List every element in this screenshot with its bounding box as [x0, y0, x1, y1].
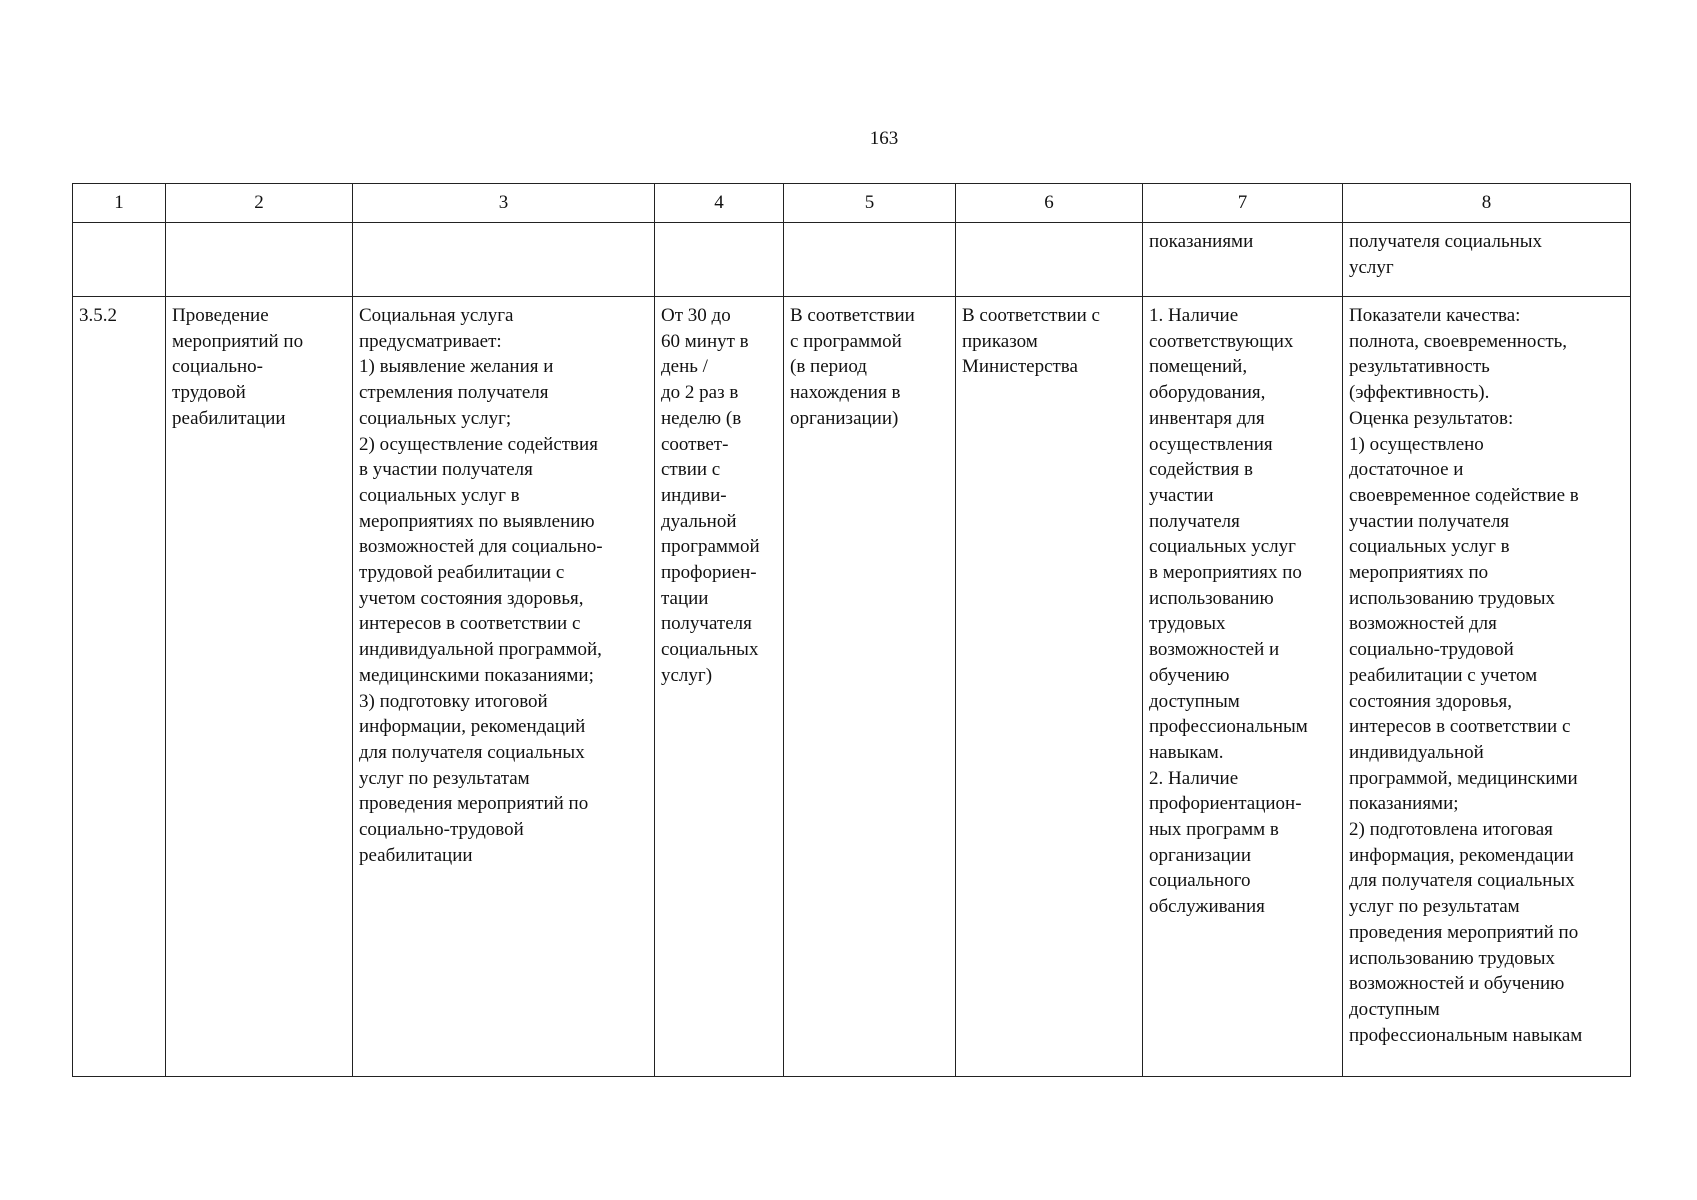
cell-text-line: неделю (в: [661, 407, 742, 429]
cell-text-line: предусматривает:: [359, 330, 502, 352]
continuation-cell-4: [655, 223, 784, 297]
cell-text-line: использованию: [1149, 587, 1274, 609]
service-name-cell: [166, 297, 353, 1077]
cell-text-line: своевременное содействие в: [1349, 484, 1579, 506]
cell-text-line: реабилитации с учетом: [1349, 664, 1538, 686]
cell-text-line: использованию трудовых: [1349, 947, 1555, 969]
cell-text-line: организации): [790, 407, 899, 429]
service-quality-cell: [1343, 297, 1631, 1077]
services-table: [72, 183, 1631, 1077]
cell-text-line: достаточное и: [1349, 459, 1464, 481]
service-description-cell: [353, 297, 655, 1077]
cell-text-line: социально-: [172, 356, 264, 378]
cell-text-line: профессиональным: [1149, 716, 1308, 738]
cell-text-line: мероприятиях по выявлению: [359, 510, 595, 532]
cell-text-line: получателя социальных: [1349, 231, 1543, 252]
service-conditions-cell: [1143, 297, 1343, 1077]
cell-text-line: Социальная услуга: [359, 305, 514, 326]
cell-text-line: социальных услуг: [1149, 536, 1296, 558]
cell-text-line: участии получателя: [1349, 510, 1510, 532]
cell-text-line: 2. Наличие: [1149, 767, 1239, 789]
column-number-2: 2: [166, 184, 353, 223]
cell-text-line: Оценка результатов:: [1349, 407, 1514, 429]
cell-text-line: получателя: [661, 613, 752, 635]
column-number-3: 3: [353, 184, 655, 223]
cell-text-line: реабилитации: [172, 407, 286, 429]
cell-text-line: возможностей и: [1149, 639, 1280, 661]
cell-text-line: проведения мероприятий по: [359, 793, 589, 815]
cell-text-line: для получателя социальных: [1349, 870, 1575, 892]
cell-text-line: обучению: [1149, 664, 1230, 686]
cell-text-line: в мероприятиях по: [1149, 562, 1302, 584]
cell-text-line: индивидуальной: [1349, 741, 1484, 763]
column-number-7: 7: [1143, 184, 1343, 223]
cell-text-line: услуг: [1349, 256, 1394, 278]
cell-text-line: реабилитации: [359, 844, 473, 866]
cell-text-line: программой: [661, 536, 760, 558]
cell-text-line: показаниями;: [1349, 793, 1459, 815]
cell-text-line: трудовых: [1149, 613, 1226, 635]
continuation-cell-8: [1343, 223, 1631, 297]
cell-text-line: Проведение: [172, 305, 269, 326]
cell-text-line: индиви-: [661, 484, 727, 506]
column-number-5: 5: [784, 184, 956, 223]
cell-text-line: От 30 до: [661, 305, 731, 326]
cell-text-line: В соответствии с: [962, 305, 1100, 326]
cell-text-line: трудовой реабилитации с: [359, 562, 565, 584]
cell-text-line: осуществления: [1149, 433, 1273, 455]
cell-text-line: 1. Наличие: [1149, 305, 1239, 326]
column-number-row: [73, 184, 1631, 223]
cell-text-line: социальных услуг в: [1349, 536, 1510, 558]
cell-text-line: медицинскими показаниями;: [359, 664, 594, 686]
continuation-row: [73, 223, 1631, 297]
cell-text-line: Министерства: [962, 356, 1078, 378]
cell-text-line: соответствующих: [1149, 330, 1294, 352]
cell-text-line: стремления получателя: [359, 382, 549, 404]
cell-text-line: возможностей и обучению: [1349, 973, 1565, 995]
cell-text-line: социальных услуг в: [359, 484, 520, 506]
cell-text-line: с программой: [790, 330, 902, 352]
cell-text-line: полнота, своевременность,: [1349, 330, 1568, 352]
cell-text-line: для получателя социальных: [359, 741, 585, 763]
service-duration-cell: [655, 297, 784, 1077]
cell-text-line: социального: [1149, 870, 1251, 892]
cell-text-line: нахождения в: [790, 382, 901, 404]
cell-text-line: участии: [1149, 484, 1214, 506]
cell-text-line: социальных: [661, 639, 759, 661]
cell-text-line: тации: [661, 587, 709, 609]
cell-text-line: информации, рекомендаций: [359, 716, 586, 738]
cell-text-line: использованию трудовых: [1349, 587, 1555, 609]
cell-text-line: услуг по результатам: [1349, 896, 1520, 918]
cell-text-line: до 2 раз в: [661, 382, 739, 404]
column-number-6: 6: [956, 184, 1143, 223]
cell-text-line: навыкам.: [1149, 741, 1224, 763]
cell-text-line: 2) осуществление содействия: [359, 433, 598, 455]
cell-text-line: приказом: [962, 330, 1038, 352]
column-number-1: 1: [73, 184, 166, 223]
cell-text-line: ных программ в: [1149, 819, 1279, 841]
cell-text-line: возможностей для: [1349, 613, 1497, 635]
service-periodicity-cell: [784, 297, 956, 1077]
continuation-cell-1: [73, 223, 166, 297]
cell-text-line: интересов в соответствии с: [359, 613, 581, 635]
cell-text-line: доступным: [1149, 690, 1240, 712]
cell-text-line: возможностей для социально-: [359, 536, 603, 558]
cell-text-line: учетом состояния здоровья,: [359, 587, 584, 609]
cell-text-line: ствии с: [661, 459, 721, 481]
continuation-cell-5: [784, 223, 956, 297]
cell-text-line: социально-трудовой: [359, 819, 524, 841]
cell-text-line: показаниями: [1149, 231, 1254, 252]
service-number-cell: [73, 297, 166, 1077]
cell-text-line: услуг по результатам: [359, 767, 530, 789]
cell-text-line: информация, рекомендации: [1349, 844, 1574, 866]
page-number: 163: [869, 128, 899, 149]
cell-text-line: состояния здоровья,: [1349, 690, 1513, 712]
cell-text-line: трудовой: [172, 382, 246, 404]
continuation-cell-2: [166, 223, 353, 297]
cell-text-line: 60 минут в: [661, 330, 749, 352]
cell-text-line: индивидуальной программой,: [359, 639, 602, 661]
cell-text-line: результативность: [1349, 356, 1490, 378]
service-norm-cell: [956, 297, 1143, 1077]
cell-text-line: мероприятиях по: [1349, 562, 1489, 584]
cell-text-line: 1) осуществлено: [1349, 433, 1484, 455]
column-number-4: 4: [655, 184, 784, 223]
cell-text-line: 1) выявление желания и: [359, 356, 554, 378]
cell-text-line: помещений,: [1149, 356, 1248, 378]
cell-text-line: 3.5.2: [79, 305, 117, 326]
continuation-cell-7: [1143, 223, 1343, 297]
cell-text-line: инвентаря для: [1149, 407, 1265, 429]
cell-text-line: день /: [661, 356, 708, 378]
column-number-8: 8: [1343, 184, 1631, 223]
cell-text-line: в участии получателя: [359, 459, 533, 481]
cell-text-line: мероприятий по: [172, 330, 304, 352]
cell-text-line: услуг): [661, 664, 713, 686]
cell-text-line: профориентацион-: [1149, 793, 1302, 815]
cell-text-line: (эффективность).: [1349, 382, 1490, 404]
cell-text-line: социальных услуг;: [359, 407, 512, 429]
cell-text-line: 3) подготовку итоговой: [359, 690, 548, 712]
cell-text-line: обслуживания: [1149, 896, 1265, 918]
cell-text-line: получателя: [1149, 510, 1240, 532]
cell-text-line: профориен-: [661, 562, 757, 584]
continuation-cell-6: [956, 223, 1143, 297]
cell-text-line: программой, медицинскими: [1349, 767, 1578, 789]
cell-text-line: проведения мероприятий по: [1349, 921, 1579, 943]
cell-text-line: интересов в соответствии с: [1349, 716, 1571, 738]
cell-text-line: В соответствии: [790, 305, 915, 326]
cell-text-line: социально-трудовой: [1349, 639, 1514, 661]
cell-text-line: (в период: [790, 356, 867, 378]
cell-text-line: организации: [1149, 844, 1252, 866]
cell-text-line: содействия в: [1149, 459, 1253, 481]
cell-text-line: дуальной: [661, 510, 737, 532]
continuation-cell-3: [353, 223, 655, 297]
service-row-3-5-2: [73, 297, 1631, 1077]
cell-text-line: профессиональным навыкам: [1349, 1024, 1583, 1046]
cell-text-line: доступным: [1349, 998, 1440, 1020]
cell-text-line: оборудования,: [1149, 382, 1266, 404]
cell-text-line: соответ-: [661, 433, 729, 455]
cell-text-line: Показатели качества:: [1349, 305, 1521, 326]
cell-text-line: 2) подготовлена итоговая: [1349, 819, 1553, 841]
